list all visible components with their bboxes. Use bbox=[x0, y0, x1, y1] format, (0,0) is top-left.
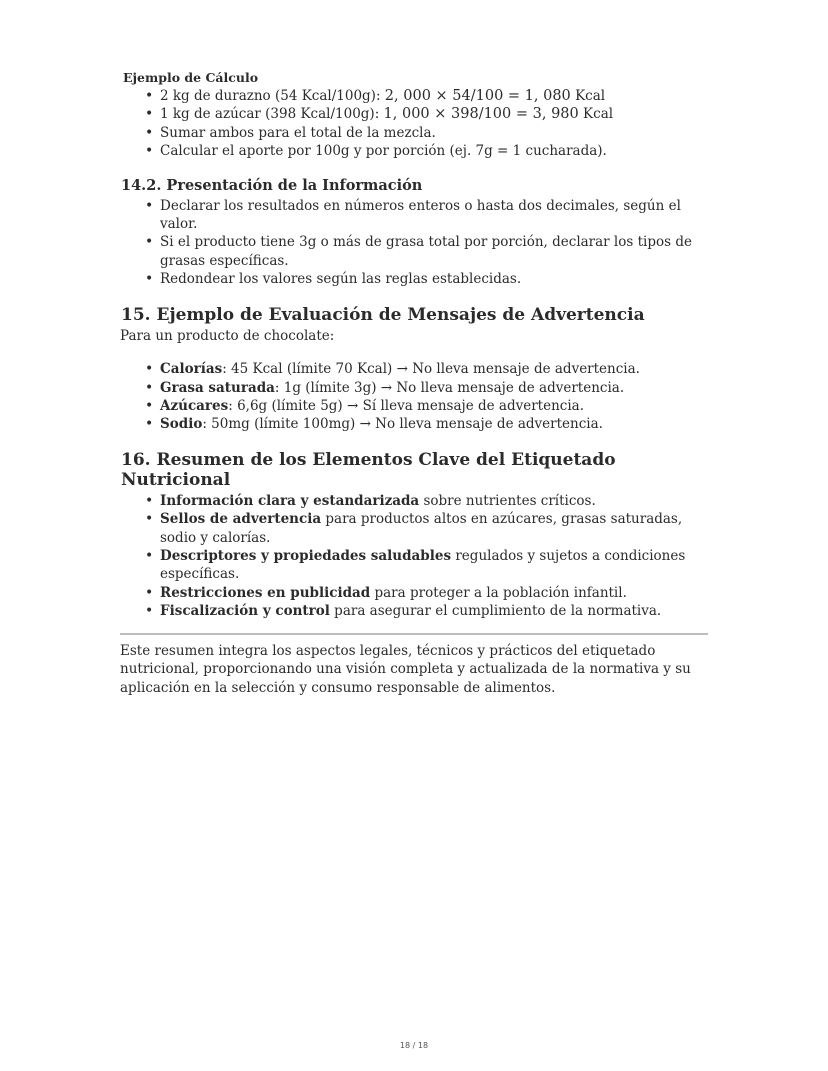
section-heading: 16. Resumen de los Elementos Clave del Etiquetado Nutricional bbox=[121, 449, 616, 490]
list-item: • Calcular el aporte por 100g y por porción (ej. 7g = 1 cucharada). bbox=[160, 142, 710, 160]
horizontal-divider bbox=[120, 633, 708, 635]
list-item: • Sodio: 50mg (límite 100mg) → No lleva mensaje de advertencia. bbox=[160, 415, 710, 433]
list-item: • Si el producto tiene 3g o más de grasa total por porción, declarar los tipos de grasas específicas. bbox=[160, 233, 710, 270]
list-item: • Restricciones en publicidad para proteger a la población infantil. bbox=[160, 584, 710, 602]
section-16 bbox=[120, 450, 710, 621]
list-item: • Declarar los resultados en números enteros o hasta dos decimales, según el valor. bbox=[160, 197, 710, 234]
calc-example-list bbox=[120, 87, 710, 161]
calc-example-section bbox=[120, 70, 710, 161]
list-item: • Grasa saturada: 1g (límite 3g) → No lleva mensaje de advertencia. bbox=[160, 379, 710, 397]
page-number: 18 / 18 bbox=[399, 1041, 429, 1050]
section-intro: Para un producto de chocolate: bbox=[120, 327, 335, 344]
list-item: • Descriptores y propiedades saludables regulados y sujetos a condiciones específicas. bbox=[160, 547, 710, 584]
list-item: • 2 kg de durazno (54 Kcal/100g): 2, 000 × 54/100 = 1, 080 Kcal bbox=[160, 87, 710, 105]
math-expression: 1, 000 × 398/100 = 3, 980 bbox=[383, 106, 579, 123]
section-heading: 15. Ejemplo de Evaluación de Mensajes de Advertencia bbox=[121, 304, 645, 325]
list-item: • Fiscalización y control para asegurar el cumplimiento de la normativa. bbox=[160, 602, 710, 620]
list-item: • Redondear los valores según las reglas establecidas. bbox=[160, 270, 710, 288]
section-14-2-list bbox=[120, 197, 710, 289]
section-15-list bbox=[120, 360, 710, 434]
math-expression: 2, 000 × 54/100 = 1, 080 bbox=[384, 88, 571, 104]
section-heading: 14.2. Presentación de la Información bbox=[121, 176, 423, 194]
list-item: • Información clara y estandarizada sobre nutrientes críticos. bbox=[160, 492, 710, 510]
list-item: • Calorías: 45 Kcal (límite 70 Kcal) → No lleva mensaje de advertencia. bbox=[160, 360, 710, 378]
list-item: • Azúcares: 6,6g (límite 5g) → Sí lleva mensaje de advertencia. bbox=[160, 397, 710, 415]
closing-paragraph: Este resumen integra los aspectos legales, técnicos y prácticos del etiquetado nutricional, proporcionando una visión completa y actualizada de la normativa y su aplicación en la selección y consumo responsable de alimentos. bbox=[120, 642, 691, 696]
section-14-2 bbox=[120, 177, 710, 289]
calc-example-heading: Ejemplo de Cálculo bbox=[123, 70, 259, 85]
section-15 bbox=[120, 305, 710, 434]
list-item: • Sellos de advertencia para productos altos en azúcares, grasas saturadas, sodio y calorías. bbox=[160, 510, 710, 547]
list-item: • Sumar ambos para el total de la mezcla. bbox=[160, 124, 710, 142]
section-16-list bbox=[120, 492, 710, 621]
page-content bbox=[120, 70, 710, 697]
list-item: • 1 kg de azúcar (398 Kcal/100g): 1, 000 × 398/100 = 3, 980 Kcal bbox=[160, 105, 710, 123]
